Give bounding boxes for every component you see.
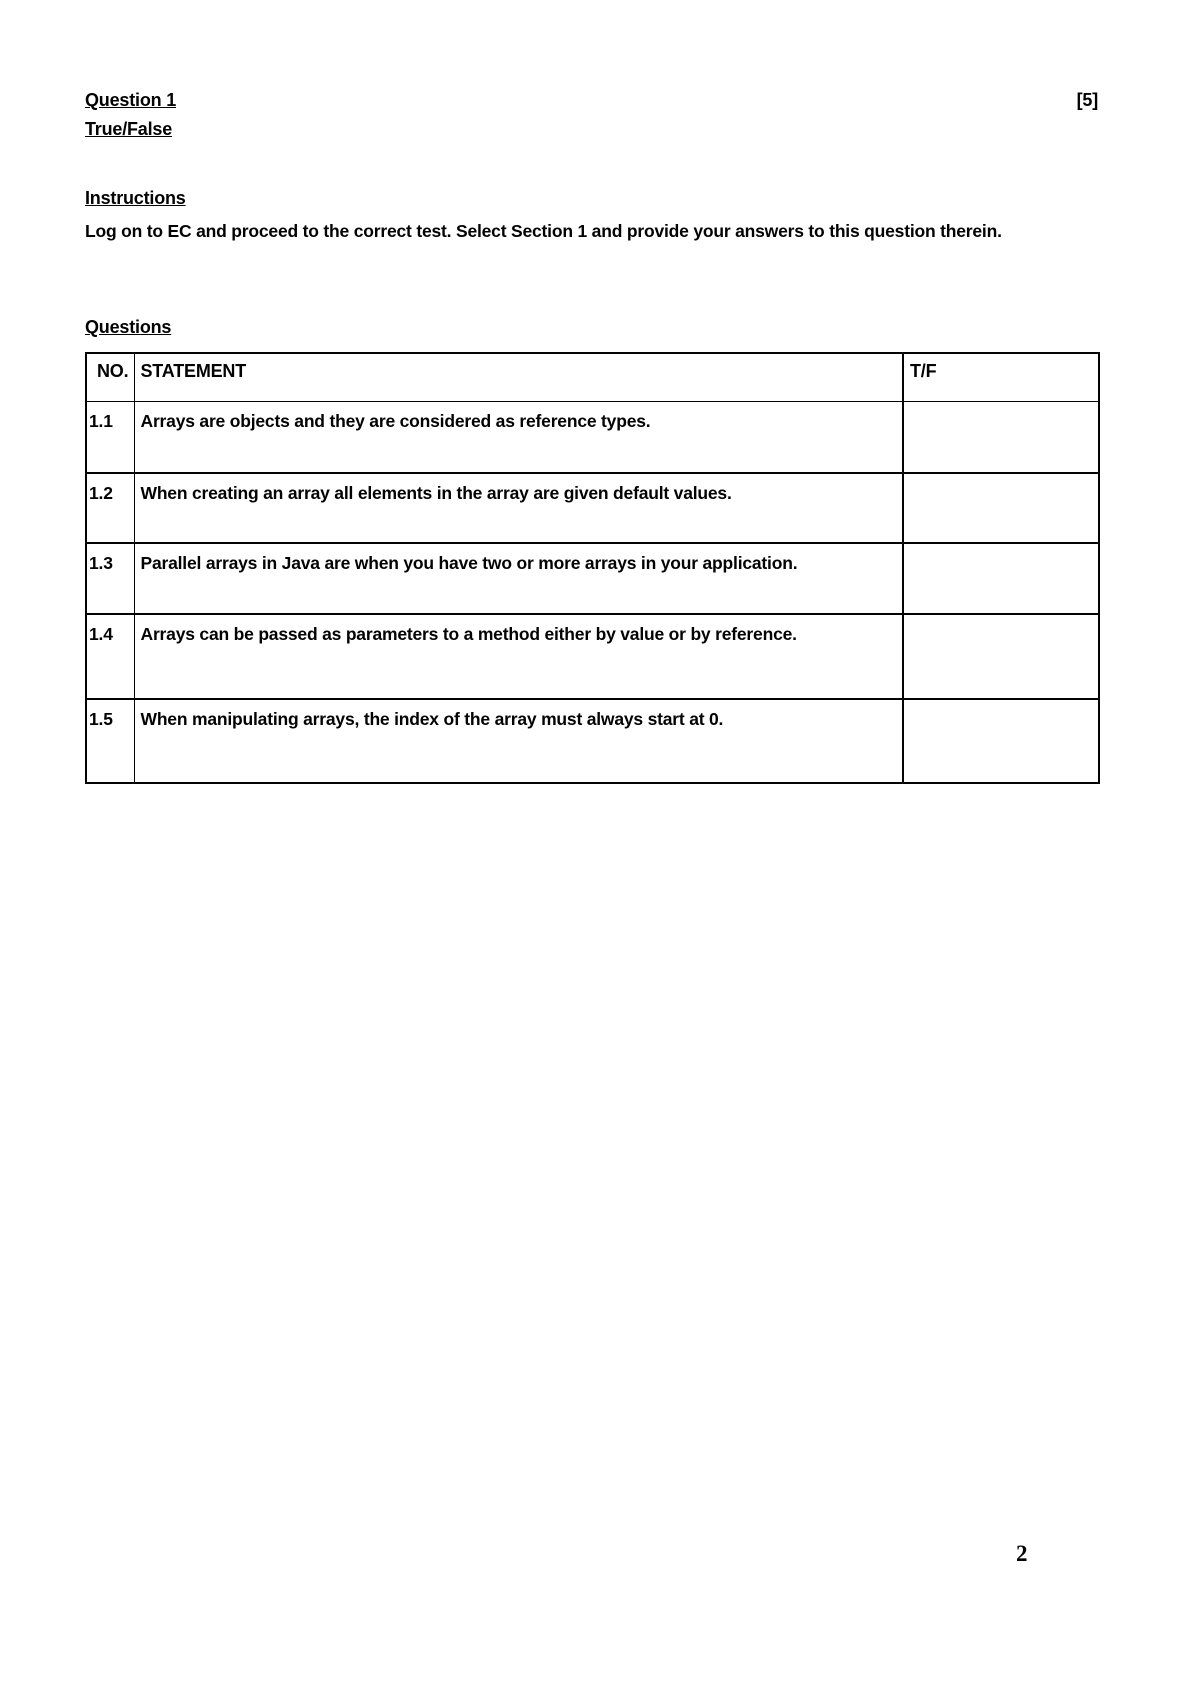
- tf-answer-cell: [903, 402, 1099, 474]
- question-type-heading: True/False: [85, 119, 173, 139]
- tf-answer-cell: [903, 473, 1099, 543]
- table-row: [86, 543, 1099, 614]
- instructions-text-post: and provide your answers to this question therein.: [587, 221, 1002, 241]
- table-row: [86, 614, 1099, 699]
- statement-cell: [134, 402, 903, 474]
- question-header-row: [85, 90, 1098, 111]
- column-header-no: NO.: [86, 353, 134, 402]
- tf-answer-cell: [903, 543, 1099, 614]
- tf-answer-cell: [903, 699, 1099, 783]
- row-number-cell: 1.3: [86, 543, 134, 614]
- instructions-text-pre: Log on to EC and proceed to the correct test. Select: [85, 221, 511, 241]
- statement-cell: [134, 473, 903, 543]
- statement-text: When creating an array all elements in the array are given default values.: [140, 483, 732, 503]
- question-number-heading: Question 1: [85, 90, 177, 110]
- column-header-statement: STATEMENT: [134, 353, 903, 402]
- statement-cell: [134, 699, 903, 783]
- table-row: [86, 473, 1099, 543]
- statement-cell: [134, 614, 903, 699]
- questions-table-container: [85, 352, 1100, 784]
- column-header-tf: T/F: [903, 353, 1099, 402]
- instructions-text-bold: Section 1: [511, 221, 588, 241]
- table-header-row: [86, 353, 1099, 402]
- statement-text: Parallel arrays in Java are when you have two or more arrays in your application.: [140, 553, 798, 573]
- instructions-paragraph: [85, 214, 1047, 248]
- questions-heading: Questions: [85, 317, 172, 337]
- row-number-cell: 1.2: [86, 473, 134, 543]
- marks-label: [5]: [1076, 90, 1098, 110]
- table-row: [86, 699, 1099, 783]
- table-row: [86, 402, 1099, 474]
- row-number-cell: 1.4: [86, 614, 134, 699]
- statement-text: When manipulating arrays, the index of the array must always start at 0.: [140, 709, 724, 729]
- row-number-cell: 1.5: [86, 699, 134, 783]
- statement-cell: [134, 543, 903, 614]
- statement-text: Arrays are objects and they are considered as reference types.: [140, 411, 651, 431]
- page-number: 2: [1016, 1541, 1028, 1566]
- row-number-cell: 1.1: [86, 402, 134, 474]
- instructions-heading: Instructions: [85, 188, 186, 208]
- questions-table: [85, 352, 1100, 784]
- statement-text: Arrays can be passed as parameters to a method either by value or by reference.: [140, 624, 797, 644]
- tf-answer-cell: [903, 614, 1099, 699]
